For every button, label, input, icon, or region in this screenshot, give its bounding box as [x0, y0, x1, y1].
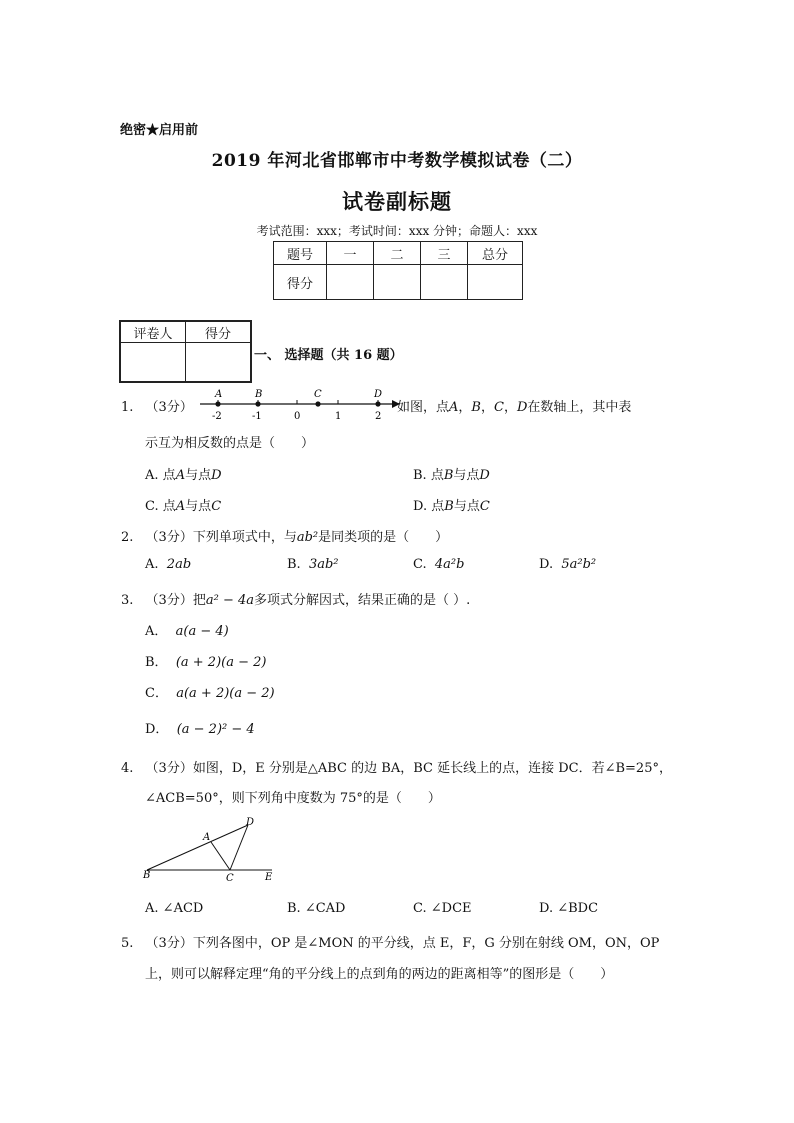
q1-stem-text: 如图，点: [397, 400, 450, 415]
exam-subtitle: 试卷副标题: [342, 189, 452, 214]
q3-expression: a² − 4a: [205, 593, 254, 608]
q1-stem-line1: 如图，点A，B，C，D在数轴上，其中表: [397, 400, 632, 415]
tick-label: -1: [252, 411, 262, 422]
q4-number: 4.: [121, 761, 134, 776]
score-cell[interactable]: [421, 265, 468, 300]
confidential-label: 绝密★启用前: [120, 123, 199, 138]
q3-option-d[interactable]: D． (a − 2)² − 4: [145, 722, 255, 737]
q1-number: 1.: [121, 400, 134, 415]
q1-stem-text: 在数轴上，其中表: [527, 400, 632, 415]
vertex-label: A: [203, 832, 211, 843]
score-cell[interactable]: [327, 265, 374, 300]
score-row-label: 得分: [274, 265, 327, 300]
q3-stem: 3. （3分）把a² − 4a多项式分解因式，结果正确的是（ ）.: [121, 593, 471, 608]
grader-cell[interactable]: [186, 343, 252, 383]
q4-option-b[interactable]: B. ∠CAD: [287, 901, 346, 916]
tick-label: 2: [375, 411, 382, 422]
q5-stem-line2: 上，则可以解释定理“角的平分线上的点到角的两边的距离相等”的图形是（ ）: [145, 967, 614, 982]
score-header-cell: 二: [374, 242, 421, 265]
q4-option-c[interactable]: C. ∠DCE: [413, 901, 472, 916]
score-header-cell: 题号: [274, 242, 327, 265]
score-table: [273, 241, 523, 300]
q1-points: （3分）: [145, 400, 193, 415]
point-d-dot: [375, 401, 380, 406]
q1-option-a[interactable]: A. 点A与点D: [145, 468, 222, 483]
score-header-cell: 三: [421, 242, 468, 265]
grader-header-cell: 评卷人: [120, 321, 186, 343]
q1-point: C: [494, 400, 504, 415]
point-c-dot: [315, 401, 320, 406]
q1-number-points: [121, 396, 193, 415]
q1-point: B: [471, 400, 481, 415]
score-header-cell: 一: [327, 242, 374, 265]
score-cell[interactable]: [468, 265, 523, 300]
q3-option-b[interactable]: B． (a + 2)(a − 2): [145, 655, 267, 670]
vertex-label: E: [265, 872, 273, 883]
q3-option-c[interactable]: C． a(a + 2)(a − 2): [145, 686, 275, 701]
grader-cell[interactable]: [120, 343, 186, 383]
q1-option-d[interactable]: D. 点B与点C: [413, 499, 490, 514]
q5-number: 5.: [121, 936, 134, 951]
q1-point: D: [516, 400, 528, 415]
point-label: C: [314, 389, 322, 400]
point-label: D: [374, 389, 383, 400]
tick-label: -2: [212, 411, 222, 422]
q2-option-d[interactable]: D. 5a²b²: [539, 557, 597, 572]
q1-point: A: [449, 400, 459, 415]
q2-option-b[interactable]: B. 3ab²: [287, 557, 339, 572]
vertex-label: B: [143, 870, 151, 881]
q4-points: （3分）: [145, 761, 193, 776]
q2-option-c[interactable]: C. 4a²b: [413, 557, 465, 572]
q2-option-a[interactable]: A. 2ab: [145, 557, 192, 572]
q5-stem-line1: 5. （3分）下列各图中，OP 是∠MON 的平分线，点 E，F，G 分别在射线 OM，ON，OP: [121, 936, 660, 951]
q4-option-a[interactable]: A. ∠ACD: [145, 901, 204, 916]
q1-number-line: [196, 386, 402, 426]
grader-header-row: [120, 321, 251, 343]
point-label: B: [255, 389, 263, 400]
q4-stem-line2: ∠ACB=50°，则下列角中度数为 75°的是（ ）: [145, 791, 441, 806]
q1-stem-line2: 示互为相反数的点是（ ）: [145, 436, 315, 451]
q3-number: 3.: [121, 593, 134, 608]
score-table-score-row: [274, 265, 523, 300]
q2-stem: 2. （3分）下列单项式中，与ab²是同类项的是（ ）: [121, 530, 449, 545]
vertex-label: C: [226, 873, 234, 884]
q3-points: （3分）: [145, 593, 193, 608]
q2-points: （3分）: [145, 530, 193, 545]
tick-label: 1: [335, 411, 342, 422]
score-cell[interactable]: [374, 265, 421, 300]
q1-option-b[interactable]: B. 点B与点D: [413, 468, 490, 483]
vertex-label: D: [246, 817, 255, 828]
q4-stem-line1: 4. （3分）如图，D，E 分别是△ABC 的边 BA，BC 延长线上的点，连接 DC．若∠B=25°，: [121, 761, 672, 776]
score-table-header-row: [274, 242, 523, 265]
q1-option-c[interactable]: C. 点A与点C: [145, 499, 222, 514]
point-a-dot: [215, 401, 220, 406]
grader-table: [119, 320, 252, 383]
section-heading: 一、 选择题（共 16 题）: [254, 348, 403, 363]
q3-option-a[interactable]: A． a(a − 4): [145, 624, 229, 639]
tick-label: 0: [294, 411, 301, 422]
q2-expression: ab²: [296, 530, 319, 545]
exam-info: 考试范围：xxx；考试时间：xxx 分钟；命题人：xxx: [256, 224, 538, 238]
q5-points: （3分）: [145, 936, 193, 951]
exam-title: 2019 年河北省邯郸市中考数学模拟试卷（二）: [211, 151, 583, 171]
point-label: A: [215, 389, 223, 400]
point-b-dot: [255, 401, 260, 406]
q2-number: 2.: [121, 530, 134, 545]
grader-header-cell: 得分: [186, 321, 252, 343]
grader-score-row: [120, 343, 251, 383]
q4-option-d[interactable]: D. ∠BDC: [539, 901, 599, 916]
score-header-cell: 总分: [468, 242, 523, 265]
segment-ac: [211, 842, 230, 870]
q4-triangle-figure: [140, 815, 280, 885]
